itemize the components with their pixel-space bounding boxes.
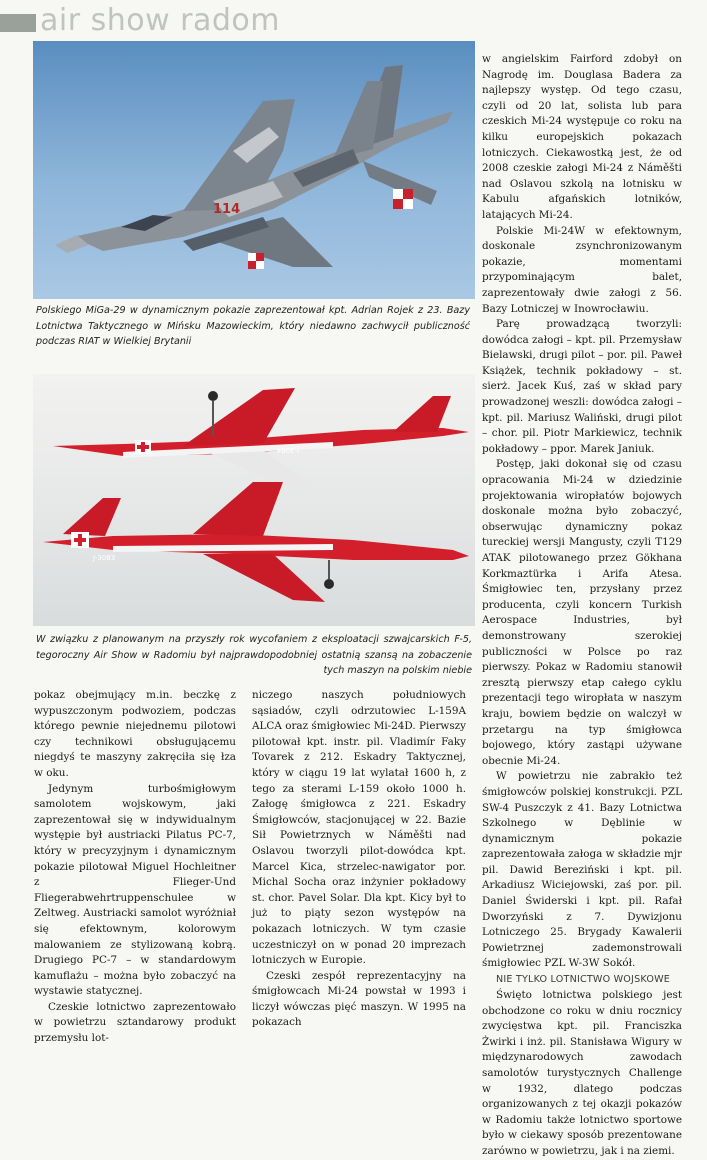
col1-paragraph-1: pokaz obejmujący m.in. beczkę z wypuszczonym podwoziem, podczas którego pewnie niejednemu pilotowi czy technikowi obsługującemu niegdyś te maszyny zakręciła się łza w oku. [34,689,236,779]
header-accent-bar [0,14,36,32]
upper-f5-jet [53,388,469,486]
col3-paragraph-3: Parę prowadzącą tworzyli: dowódca załogi – kpt. pil. Przemysław Bielawski, drugi pilot – por. pil. Paweł Książek, technik pokładowy – st. sierż. Jacek Kuś, zaś w skład pary prowadzonej weszli: dowódca załogi – kpt. pil. Mariusz Waliński, drugi pilot – chor. pil. Piotr Markiewicz, technik pokładowy – ppor. Marek Janiuk. [482,318,682,455]
col2-paragraph-1: niczego naszych południowych sąsiadów, czyli odrzutowiec L-159A ALCA oraz śmigłowiec Mi-24D. Pierwszy pilotował kpt. instr. pil. Vladimír Faky Tovarek z 212. Eskadry Taktycznej, który w ciągu 19 lat wylatał 1600 h, z tego za sterami L-159 około 1000 h. Załogę śmigłowca z 221. Eskadry Śmigłowców, stacjonującej w 22. Bazie Sił Powietrznych w Náměšti nad Oslavou tworzyli pilot-dowódca kpt. Marcel Kica, strzelec-nawigator por. Michal Socha oraz inżynier pokładowy st. chor. Pavel Solar. Dla kpt. Kicy był to już to piąty sezon występów na pokazach lotniczych. W tym czasie uczestniczył on w ponad 20 imprezach lotniczych w Europie. [252,689,466,967]
mig29-tail-number: 114 [213,202,241,217]
photo-f5-caption: W związku z planowanym na przyszły rok wycofaniem z eksploatacji szwajcarskich F-5, tegoroczny Air Show w Radomiu był najprawdopodobniej ostatnią szansą na zobaczenie tych maszyn na polskim niebie [36,634,472,676]
photo-mig29 [33,41,475,299]
col3-paragraph-5: W powietrzu nie zabrakło też śmigłowców polskiej konstrukcji. PZL SW-4 Puszczyk z 41. Bazy Lotnictwa Szkolnego w Dęblinie w dynamicznym pokazie zaprezentowała załoga w składzie mjr pil. Dawid Bereziński i kpt. pil. Arkadiusz Wiciejowski, zaś por. pil. Daniel Świderski i kpt. pil. Rafał Dworzyński z 7. Dywizjonu Lotniczego 25. Brygady Kawalerii Powietrznej zademonstrowali śmigłowiec PZL W-3W Sokół. [482,770,682,970]
text-column-1 [34,688,236,1047]
upper-tail-code: J-3084 [276,446,299,454]
section-heading: NIE TYLKO LOTNICTWO WOJSKOWE [496,974,671,986]
col1-paragraph-3: Czeskie lotnictwo zaprezentowało w powietrzu sztandarowy produkt przemysłu lot- [34,1000,236,1045]
col3-paragraph-2: Polskie Mi-24W w efektownym, doskonale zsynchronizowanym pokazie, momentami przypominającym balet, zaprezentowały dwie załogi z 56. Bazy Lotniczej w Inowrocławiu. [482,224,682,315]
photo-mig29-caption: Polskiego MiGa-29 w dynamicznym pokazie zaprezentował kpt. Adrian Rojek z 23. Bazy Lotnictwa Taktycznego w Mińsku Mazowieckim, który niedawno zachwycił publiczność podczas RIAT w Wielkiej Brytanii [36,305,470,347]
f5-pair-illustration [33,374,475,626]
text-column-3 [482,52,682,1160]
col3-paragraph-6: Święto lotnictwa polskiego jest obchodzone co roku w dniu rocznicy zwycięstwa kpt. pil. Franciszka Żwirki i inż. pil. Stanisława Wigury w międzynarodowych zawodach samolotów turystycznych Challenge w 1932, dlatego podczas organizowanych z tej okazji pokazów w Radomiu także lotnictwo sportowe było w ciekawy sposób prezentowane zarówno w powietrzu, jak i na ziemi. [482,989,682,1157]
col1-paragraph-2: Jedynym turbośmigłowym samolotem wojskowym, jaki zaprezentował się w indywidualnym występie był austriacki Pilatus PC-7, który w precyzyjnym i dynamicznym pokazie pilotował Miguel Hochleitner z Flieger-Und Fliegerabwehrtruppenschulee w Zeltweg. Austriacki samolot wyróżniał się efektownym, kolorowym malowaniem ze stylizowaną kobrą. Drugiego PC-7 – w standardowym kamuflażu – można było zobaczyć na wystawie statycznej. [34,782,236,998]
col3-paragraph-4: Postęp, jaki dokonał się od czasu opracowania Mi-24 w dziedzinie projektowania wiropłatów bojowych doskonale można było zobaczyć, obserwując dynamiczny pokaz tureckiej wersji Mangusty, czyli T129 ATAK pilotowanego przez Gökhana Korkmaztürka i Arifa Atesa. Śmigłowiec ten, przysłany przez producenta, czyli koncern Turkish Aerospace Industries, był demonstrowany szerokiej publiczności w Polsce po raz pierwszy. Pokaz w Radomiu stanowił zresztą pierwszy etap całego cyklu prezentacji tego wiropłata w naszym kraju, bowiem będzie on walczył w przetargu na typ śmigłowca bojowego, który zastąpi używane obecnie Mi-24. [482,458,682,767]
lower-tail-code: J-3083 [93,554,116,562]
col2-paragraph-2: Czeski zespół reprezentacyjny na śmigłowcach Mi-24 powstał w 1993 i liczył wówczas pięć maszyn. W 1995 na pokazach [252,969,466,1029]
col3-paragraph-1: w angielskim Fairford zdobył on Nagrodę im. Douglasa Badera za najlepszy występ. Od tego czasu, czyli od 20 lat, solista lub para czeskich Mi-24 występuje co roku na kilku europejskich pokazach lotniczych. Ciekawostką jest, że od 2008 czeskie załogi Mi-24 z Náměšti nad Oslavou szkolą na lotnisku w Kabulu afgańskich lotników, latających Mi-24. [482,53,682,221]
lower-f5-jet [43,482,469,602]
page-header [0,0,707,44]
header-title: air show radom [40,3,280,38]
text-column-2 [252,688,466,1031]
mig29-illustration [33,41,475,299]
photo-swiss-f5 [33,374,475,626]
